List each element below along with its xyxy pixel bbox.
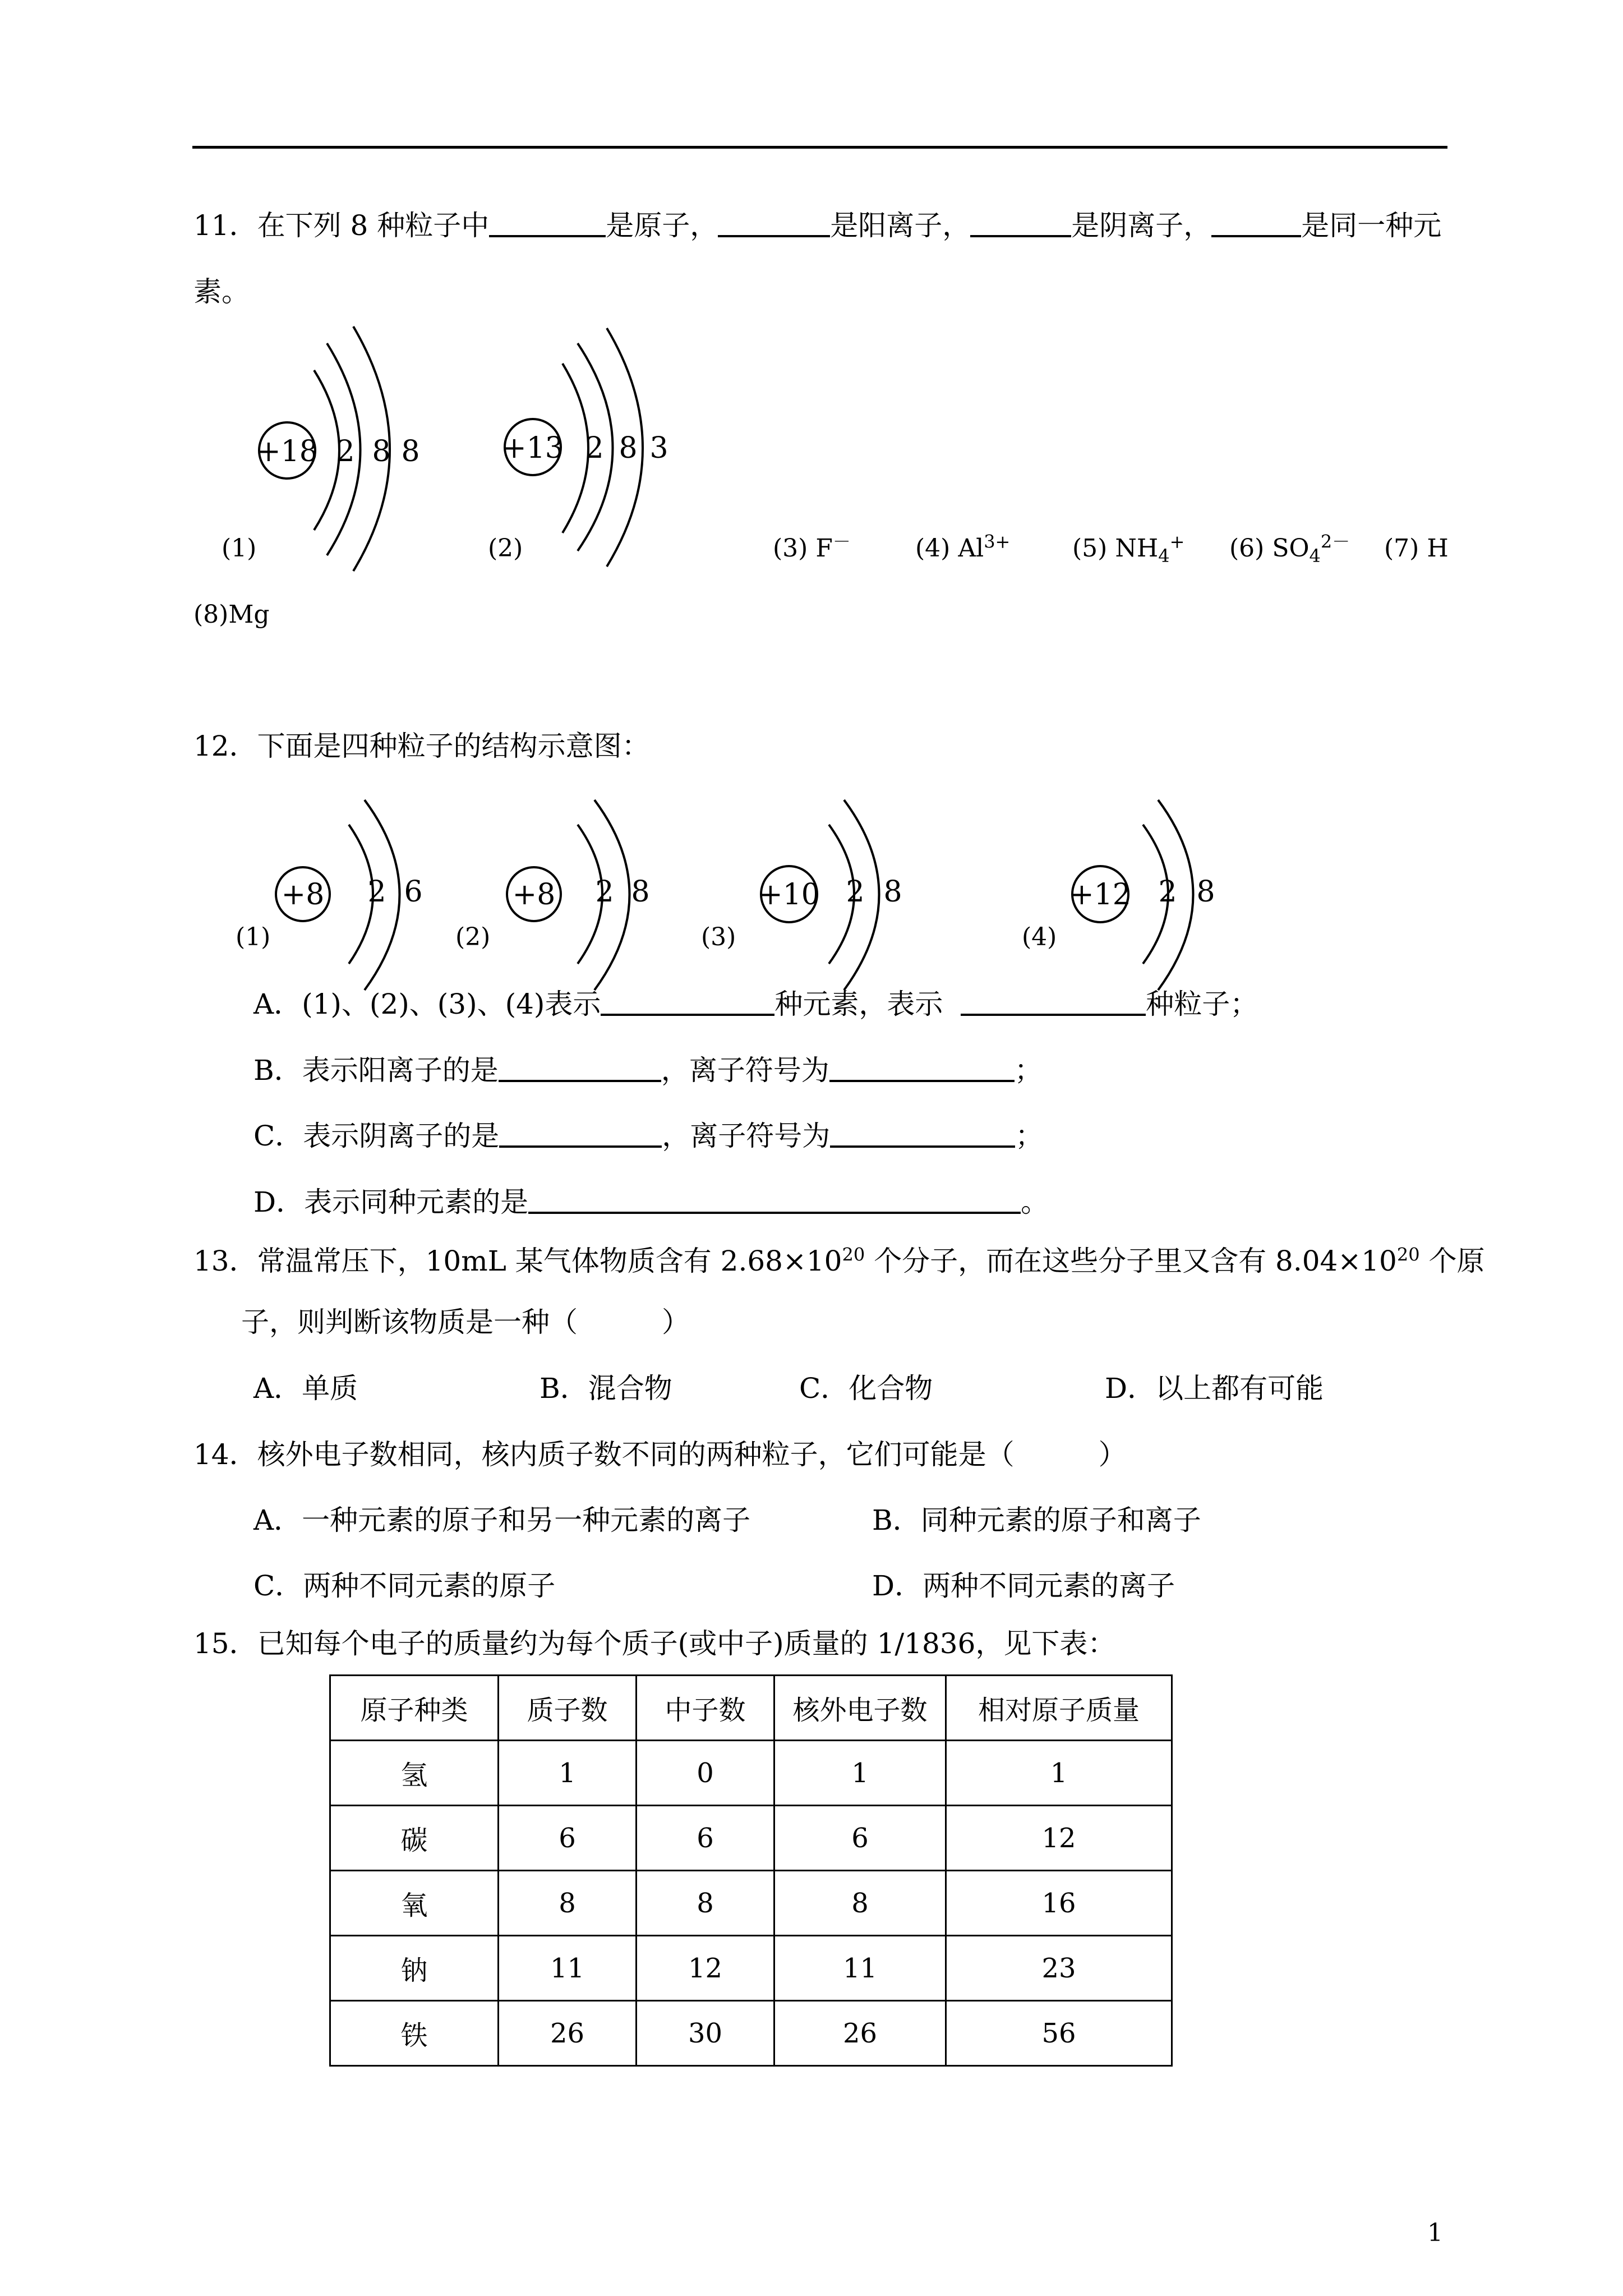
nucleus-charge: +12 bbox=[1069, 878, 1131, 912]
table-cell: 1 bbox=[499, 1741, 637, 1806]
table-row bbox=[330, 2001, 1172, 2066]
q12-b-blank-cation[interactable] bbox=[499, 1054, 661, 1082]
formula-subscript: 4 bbox=[1158, 545, 1170, 567]
q14-option-c[interactable]: C．两种不同元素的原子 bbox=[253, 1570, 556, 1602]
item-label: (4) bbox=[915, 534, 951, 563]
q12-b-blank-symbol[interactable] bbox=[829, 1054, 1015, 1082]
q12-text: 。 bbox=[1021, 1186, 1049, 1218]
table-cell: 氢 bbox=[330, 1741, 499, 1806]
q12-stem: 12．下面是四种粒子的结构示意图： bbox=[193, 730, 650, 762]
item-label: (3) bbox=[773, 534, 808, 563]
table-cell: 56 bbox=[946, 2001, 1172, 2066]
q12-text: ，离子符号为 bbox=[661, 1054, 829, 1087]
q11-item-6 bbox=[1229, 531, 1350, 567]
q12-diagram3-label: (3) bbox=[701, 923, 736, 951]
exponent: 20 bbox=[1396, 1244, 1420, 1266]
formula-subscript: 4 bbox=[1309, 545, 1321, 567]
formula-charge: 2－ bbox=[1320, 531, 1350, 553]
shell-count: 2 bbox=[595, 875, 614, 909]
q11-item-4 bbox=[915, 531, 1011, 564]
table-cell: 6 bbox=[637, 1806, 774, 1871]
q11-item-7 bbox=[1384, 534, 1449, 564]
q11-text: 是阴离子， bbox=[1071, 209, 1212, 242]
q13-option-a[interactable]: A．单质 bbox=[253, 1372, 358, 1405]
table-cell: 0 bbox=[637, 1741, 774, 1806]
table-header-cell: 相对原子质量 bbox=[946, 1676, 1172, 1741]
q13-option-d[interactable]: D．以上都有可能 bbox=[1105, 1372, 1324, 1405]
atom-table bbox=[329, 1674, 1173, 2067]
table-cell: 6 bbox=[499, 1806, 637, 1871]
q11-item-8: (8)Mg bbox=[193, 600, 270, 629]
table-cell: 11 bbox=[499, 1936, 637, 2001]
shell-count: 2 bbox=[585, 431, 604, 465]
q13-text: 13．常温常压下，10mL 某气体物质含有 2.68×10 bbox=[193, 1245, 842, 1277]
table-cell: 钠 bbox=[330, 1936, 499, 2001]
item-label: (6) bbox=[1229, 534, 1265, 563]
q12-c-blank-anion[interactable] bbox=[499, 1120, 662, 1148]
table-cell: 8 bbox=[499, 1871, 637, 1936]
q12-diagram2-label: (2) bbox=[455, 923, 491, 951]
table-header-cell: 中子数 bbox=[637, 1676, 774, 1741]
shell-count: 8 bbox=[619, 431, 638, 465]
q12-text: B．表示阳离子的是 bbox=[253, 1054, 499, 1087]
table-cell: 1 bbox=[774, 1741, 946, 1806]
table-cell: 30 bbox=[637, 2001, 774, 2066]
q13-option-c[interactable]: C．化合物 bbox=[799, 1372, 933, 1405]
table-cell: 氧 bbox=[330, 1871, 499, 1936]
shell-count: 2 bbox=[1158, 875, 1177, 909]
q11-text: 是阳离子， bbox=[830, 209, 971, 242]
q11-item-3 bbox=[773, 531, 851, 564]
shell-count: 8 bbox=[372, 435, 391, 468]
q12-a-blank-elements[interactable] bbox=[601, 988, 774, 1016]
q12-text: ，离子符号为 bbox=[662, 1120, 831, 1152]
item-label: (5) bbox=[1072, 534, 1108, 563]
formula: SO bbox=[1272, 534, 1310, 563]
q14-option-d[interactable]: D．两种不同元素的离子 bbox=[872, 1570, 1175, 1602]
q13-line1 bbox=[193, 1244, 1484, 1278]
q12-text: ； bbox=[1015, 1120, 1044, 1152]
formula: H bbox=[1427, 534, 1449, 563]
q11-number: 11． bbox=[193, 209, 257, 242]
shell-arc bbox=[562, 364, 588, 533]
table-cell: 8 bbox=[637, 1871, 774, 1936]
table-row bbox=[330, 1806, 1172, 1871]
q12-diagram4-label: (4) bbox=[1022, 923, 1057, 951]
table-cell: 23 bbox=[946, 1936, 1172, 2001]
q13-option-b[interactable]: B．混合物 bbox=[540, 1372, 672, 1405]
exponent: 20 bbox=[842, 1244, 865, 1266]
table-cell: 26 bbox=[499, 2001, 637, 2066]
table-cell: 12 bbox=[637, 1936, 774, 2001]
q12-a-blank-particles[interactable] bbox=[961, 988, 1146, 1016]
nucleus-charge: +13 bbox=[502, 431, 564, 465]
shell-count: 2 bbox=[367, 875, 386, 909]
table-row bbox=[330, 1871, 1172, 1936]
table-header-cell: 核外电子数 bbox=[774, 1676, 946, 1741]
q14-option-a[interactable]: A．一种元素的原子和另一种元素的离子 bbox=[253, 1504, 751, 1536]
table-row bbox=[330, 1741, 1172, 1806]
q12-part-c bbox=[253, 1119, 1043, 1153]
shell-count: 8 bbox=[883, 875, 902, 909]
table-cell: 铁 bbox=[330, 2001, 499, 2066]
q12-diagram1-label: (1) bbox=[236, 923, 271, 951]
shell-count: 2 bbox=[336, 435, 355, 468]
table-cell: 16 bbox=[946, 1871, 1172, 1936]
table-cell: 6 bbox=[774, 1806, 946, 1871]
nucleus-charge: +8 bbox=[281, 878, 325, 912]
table-header-cell: 原子种类 bbox=[330, 1676, 499, 1741]
q11-text: 在下列 8 种粒子中 bbox=[257, 209, 490, 242]
q11-diagram1-label: (1) bbox=[222, 534, 257, 563]
shell-count: 2 bbox=[846, 875, 865, 909]
q13-line2: 子，则判断该物质是一种（ ） bbox=[241, 1306, 690, 1338]
formula-charge: 3+ bbox=[984, 531, 1011, 553]
table-cell: 12 bbox=[946, 1806, 1172, 1871]
q12-text: C．表示阴离子的是 bbox=[253, 1120, 500, 1152]
shell-count: 8 bbox=[1196, 875, 1215, 909]
q13-text: 个分子，而在这些分子里又含有 8.04×10 bbox=[865, 1245, 1397, 1277]
q14-option-b[interactable]: B．同种元素的原子和离子 bbox=[872, 1504, 1201, 1536]
q13-text: 个原 bbox=[1419, 1245, 1485, 1277]
q12-text: ； bbox=[1014, 1054, 1043, 1087]
table-cell: 1 bbox=[946, 1741, 1172, 1806]
q11-diagram2-label: (2) bbox=[488, 534, 523, 563]
nucleus-charge: +8 bbox=[512, 878, 556, 912]
table-header-cell: 质子数 bbox=[499, 1676, 637, 1741]
item-label: (7) bbox=[1384, 534, 1419, 563]
table-row bbox=[330, 1936, 1172, 2001]
formula: Al bbox=[958, 534, 984, 563]
page-number: 1 bbox=[1427, 2219, 1443, 2247]
table-cell: 26 bbox=[774, 2001, 946, 2066]
shell-count: 6 bbox=[404, 875, 423, 909]
shell-count: 3 bbox=[649, 431, 668, 465]
q11-text: 是同一种元 bbox=[1301, 209, 1442, 242]
table-cell: 8 bbox=[774, 1871, 946, 1936]
q12-c-blank-symbol[interactable] bbox=[830, 1120, 1015, 1148]
formula-charge: + bbox=[1169, 531, 1185, 553]
q12-part-a bbox=[253, 987, 1258, 1021]
nucleus-charge: +18 bbox=[256, 435, 318, 468]
table-cell: 11 bbox=[774, 1936, 946, 2001]
nucleus-charge: +10 bbox=[758, 878, 820, 912]
q12-part-b bbox=[253, 1053, 1043, 1087]
table-cell: 碳 bbox=[330, 1806, 499, 1871]
q12-part-d bbox=[253, 1185, 1049, 1219]
q12-text: 种元素，表示 bbox=[774, 988, 943, 1020]
formula-charge: － bbox=[832, 531, 851, 553]
formula: F bbox=[815, 534, 833, 563]
formula: NH bbox=[1115, 534, 1159, 563]
q12-d-blank-same-element[interactable] bbox=[528, 1186, 1021, 1214]
q12-text: A．(1)、(2)、(3)、(4)表示 bbox=[253, 988, 601, 1020]
table-header-row bbox=[330, 1676, 1172, 1741]
q15-stem: 15．已知每个电子的质量约为每个质子(或中子)质量的 1/1836，见下表： bbox=[193, 1627, 1116, 1660]
q12-text: D．表示同种元素的是 bbox=[253, 1186, 529, 1218]
q11-line2: 素。 bbox=[193, 275, 250, 308]
q11-text: 是原子， bbox=[606, 209, 718, 242]
shell-count: 8 bbox=[401, 435, 420, 468]
shell-count: 8 bbox=[631, 875, 650, 909]
q12-text: 种粒子； bbox=[1146, 988, 1258, 1020]
q11-item-5 bbox=[1072, 531, 1185, 567]
q14-stem: 14．核外电子数相同，核内质子数不同的两种粒子，它们可能是（ ） bbox=[193, 1438, 1127, 1471]
